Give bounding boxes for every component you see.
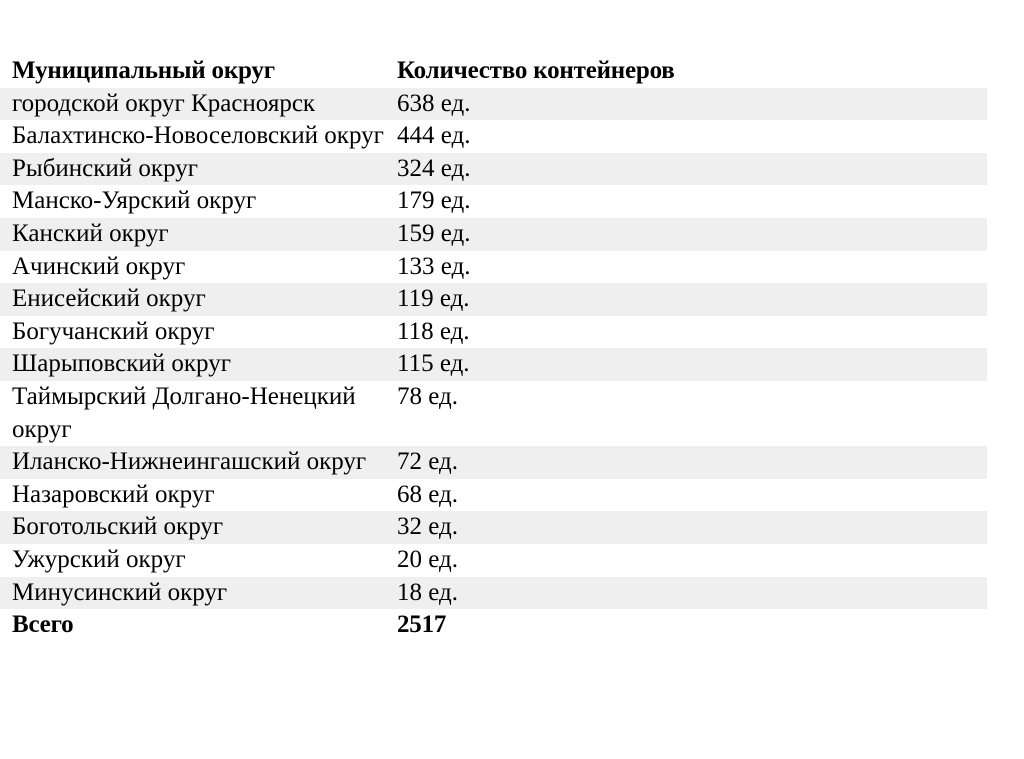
district-name: Боготольский округ (12, 513, 224, 541)
table-row (0, 251, 987, 284)
container-count: 179 ед. (397, 187, 471, 215)
table-row (0, 218, 987, 251)
container-count: 118 ед. (397, 317, 470, 345)
table-row (0, 316, 987, 349)
table-row (0, 283, 987, 316)
district-name: Манско-Уярский округ (12, 187, 257, 215)
table-row (0, 511, 987, 544)
container-count: 78 ед. (397, 382, 458, 410)
container-count: 115 ед. (397, 350, 470, 378)
table-row (0, 120, 987, 153)
district-name: Канский округ (12, 219, 169, 247)
container-count: 324 ед. (397, 154, 471, 182)
table-row (0, 577, 987, 610)
container-count: 159 ед. (397, 219, 471, 247)
table-row (0, 381, 987, 446)
containers-table (0, 55, 987, 642)
district-name: Шарыповский округ (12, 350, 231, 378)
district-name: Назаровский округ (12, 480, 215, 508)
district-name: Таймырский Долгано-Ненецкий округ (12, 382, 356, 443)
total-label: Всего (12, 611, 74, 639)
district-name: Балахтинско-Новоселовский округ (12, 122, 384, 150)
container-count: 18 ед. (397, 578, 458, 606)
district-name: городской округ Красноярск (12, 89, 316, 117)
district-name: Енисейский округ (12, 285, 206, 313)
header-count: Количество контейнеров (397, 57, 675, 84)
table-row (0, 153, 987, 186)
container-count: 20 ед. (397, 545, 458, 573)
container-count: 68 ед. (397, 480, 458, 508)
header-district: Муниципальный округ (12, 57, 275, 84)
district-name: Рыбинский округ (12, 154, 198, 182)
total-value: 2517 (397, 611, 447, 639)
container-count: 32 ед. (397, 513, 458, 541)
table-row (0, 479, 987, 512)
table-row (0, 88, 987, 121)
district-name: Минусинский округ (12, 578, 228, 606)
container-count: 638 ед. (397, 89, 471, 117)
table-header-row (0, 55, 987, 88)
table-row (0, 446, 987, 479)
container-count: 133 ед. (397, 252, 471, 280)
district-name: Иланско-Нижнеингашский округ (12, 448, 367, 476)
table-total-row (0, 609, 987, 642)
table-row (0, 544, 987, 577)
container-count: 72 ед. (397, 448, 458, 476)
district-name: Ужурский округ (12, 545, 186, 573)
district-name: Богучанский округ (12, 317, 215, 345)
table-row (0, 348, 987, 381)
district-name: Ачинский округ (12, 252, 186, 280)
container-count: 444 ед. (397, 122, 471, 150)
table-row (0, 185, 987, 218)
container-count: 119 ед. (397, 285, 470, 313)
